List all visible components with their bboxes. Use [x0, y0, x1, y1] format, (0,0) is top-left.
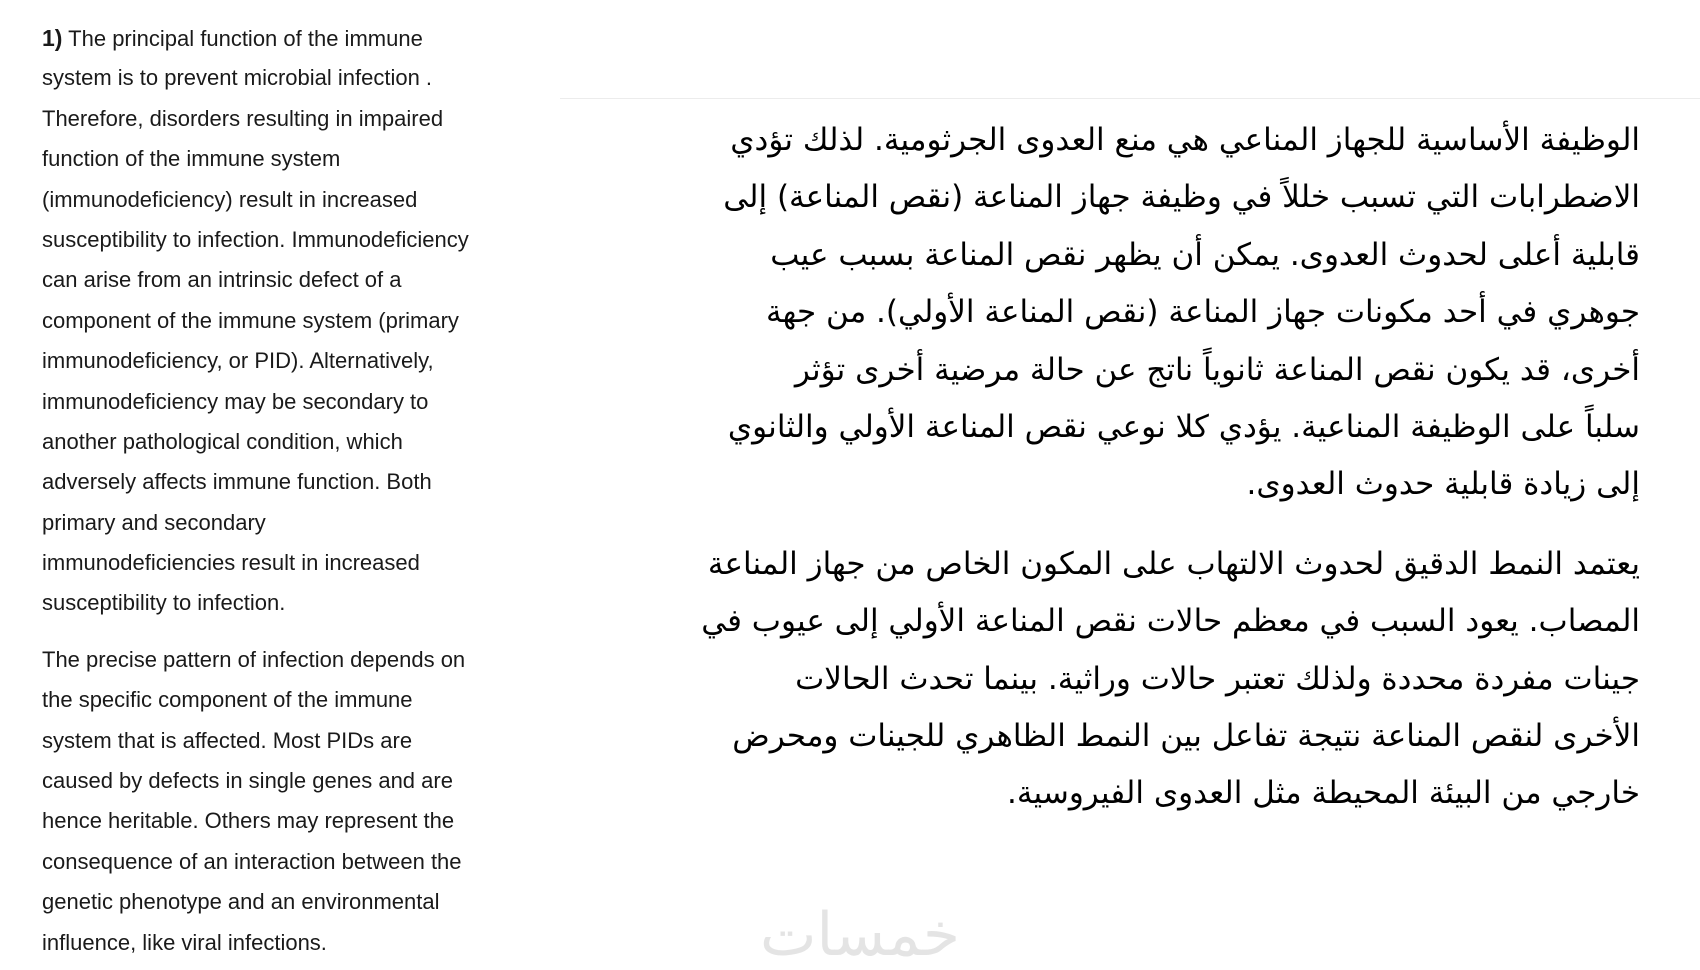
english-paragraph-1	[42, 18, 542, 624]
english-line: susceptibility to infection. Immunodeficiency	[42, 226, 469, 252]
english-line: adversely affects immune function. Both	[42, 469, 432, 495]
english-line: immunodeficiencies result in increased	[42, 550, 420, 576]
english-line: (immunodeficiency) result in increased	[42, 186, 418, 212]
english-line: hence heritable. Others may represent the	[42, 808, 455, 834]
arabic-line: إلى زيادة قابلية حدوث العدوى.	[1246, 466, 1640, 503]
arabic-line: جينات مفردة محددة ولذلك تعتبر حالات وراثية. بينما تحدث الحالات	[795, 660, 1640, 697]
english-column	[42, 18, 542, 963]
arabic-paragraph-2	[630, 536, 1640, 823]
english-line: Therefore, disorders resulting in impaired	[42, 105, 444, 131]
arabic-line: جوهري في أحد مكونات جهاز المناعة (نقص المناعة الأولي). من جهة	[766, 294, 1640, 331]
english-line: can arise from an intrinsic defect of a	[42, 267, 402, 293]
english-line: caused by defects in single genes and are	[42, 768, 453, 794]
english-line: immunodeficiency may be secondary to	[42, 388, 429, 414]
english-line: primary and secondary	[42, 509, 266, 535]
arabic-line: قابلية أعلى لحدوث العدوى. يمكن أن يظهر نقص المناعة بسبب عيب	[770, 236, 1640, 273]
english-line: component of the immune system (primary	[42, 307, 459, 333]
arabic-line: الاضطرابات التي تسبب خللاً في وظيفة جهاز المناعة (نقص المناعة) إلى	[723, 179, 1640, 216]
arabic-paragraph-1	[630, 112, 1640, 514]
english-line: another pathological condition, which	[42, 428, 403, 454]
arabic-column	[630, 112, 1640, 823]
english-line: consequence of an interaction between the	[42, 848, 462, 874]
arabic-line: سلباً على الوظيفة المناعية. يؤدي كلا نوعي نقص المناعة الأولي والثانوي	[727, 408, 1640, 445]
english-line: susceptibility to infection.	[42, 590, 286, 616]
arabic-line: الوظيفة الأساسية للجهاز المناعي هي منع العدوى الجرثومية. لذلك تؤدي	[730, 122, 1640, 158]
english-line: influence, like viral infections.	[42, 929, 327, 955]
english-line: function of the immune system	[42, 146, 341, 172]
english-line: The precise pattern of infection depends on	[42, 646, 466, 672]
english-line: genetic phenotype and an environmental	[42, 889, 440, 915]
arabic-line: يعتمد النمط الدقيق لحدوث الالتهاب على المكون الخاص من جهاز المناعة	[707, 545, 1640, 582]
arabic-line: الأخرى لنقص المناعة نتيجة تفاعل بين النمط الظاهري للجينات ومحرض	[732, 717, 1640, 754]
english-line: immunodeficiency, or PID). Alternatively,	[42, 348, 434, 374]
english-line: system is to prevent microbial infection .	[42, 65, 433, 91]
arabic-line: خارجي من البيئة المحيطة مثل العدوى الفيروسية.	[1007, 775, 1640, 812]
arabic-line: المصاب. يعود السبب في معظم حالات نقص المناعة الأولي إلى عيوب في	[701, 603, 1640, 640]
item-number: 1)	[42, 25, 63, 51]
divider	[560, 98, 1700, 99]
english-line: the specific component of the immune	[42, 687, 413, 713]
english-line	[42, 18, 542, 58]
arabic-line: أخرى، قد يكون نقص المناعة ثانوياً ناتج عن حالة مرضية أخرى تؤثر	[794, 351, 1640, 388]
english-line-text: The principal function of the immune	[68, 26, 423, 51]
watermark-logo: خمسات	[759, 900, 961, 970]
english-line: system that is affected. Most PIDs are	[42, 727, 413, 753]
english-paragraph-2	[42, 640, 542, 963]
